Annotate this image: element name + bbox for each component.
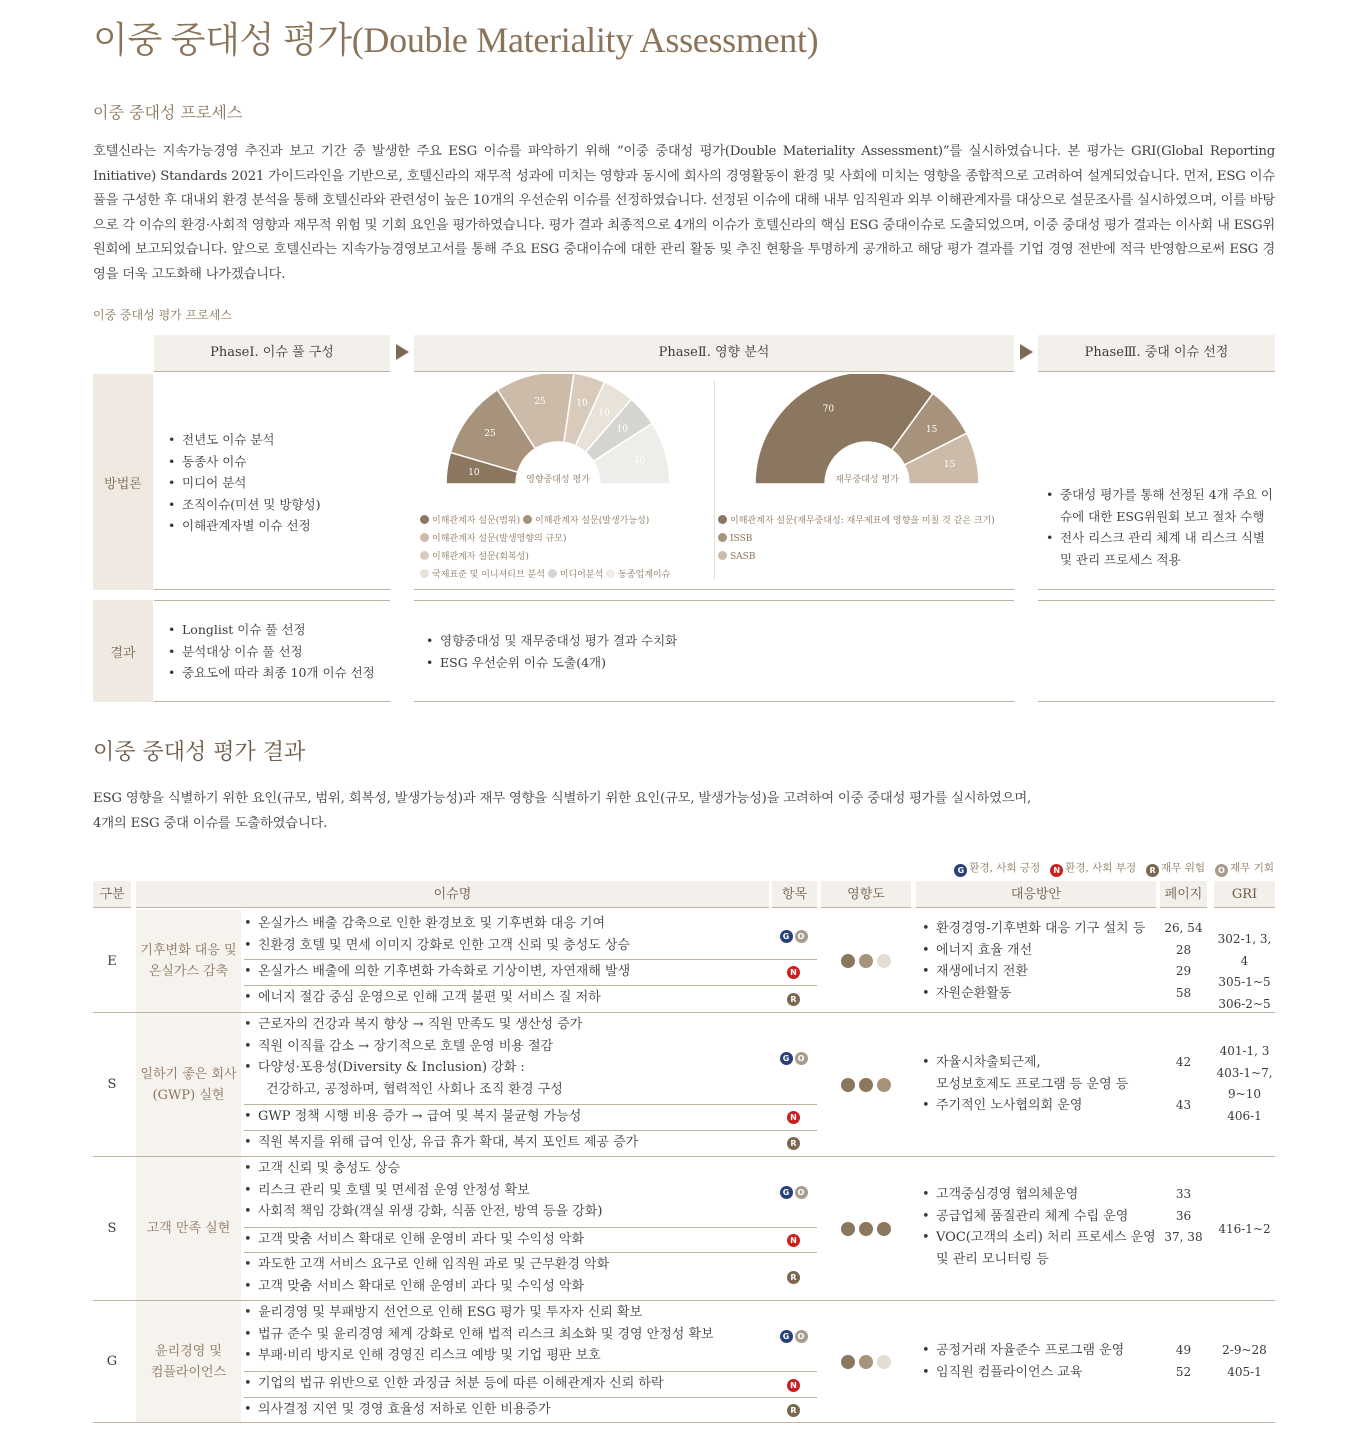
legend-item: 이해관계자 설문(범위) bbox=[420, 516, 520, 526]
issue-group: • 기업의 법규 위반으로 인한 과징금 처분 등에 따른 이해관계자 신뢰 하락 bbox=[244, 1373, 769, 1395]
impact-type bbox=[772, 1110, 817, 1124]
issue-name: 고객 만족 실현 bbox=[136, 1157, 241, 1300]
legend-item: 국제표준 및 이니셔티브 분석 bbox=[420, 570, 545, 580]
category-cell: S bbox=[107, 1221, 117, 1236]
col-header: GRI bbox=[1214, 881, 1275, 908]
risk-icon: R bbox=[1146, 864, 1159, 877]
list-item: • 분석대상 이슈 풀 선정 bbox=[168, 641, 390, 663]
list-item: • 중대성 평가를 통해 선정된 4개 주요 이슈에 대한 ESG위원회 보고 절차 수행 bbox=[1046, 484, 1275, 527]
process-heading: 이중 중대성 프로세스 bbox=[93, 103, 243, 122]
response-list: • 환경경영-기후변화 대응 기구 설치 등 • 에너지 효율 개선 • 재생에너지 전환 • 자원순환활동 bbox=[916, 918, 1156, 1004]
legend-item: 미디어분석 bbox=[548, 570, 603, 580]
list-item: • 미디어 분석 bbox=[168, 472, 390, 494]
list-item: • 조직이슈(미션 및 방향성) bbox=[168, 494, 390, 516]
chart-data-label: 15 bbox=[925, 424, 938, 435]
col-header: 구분 bbox=[93, 881, 131, 908]
phase1-method bbox=[154, 374, 390, 590]
phase1-result bbox=[154, 600, 390, 702]
page-refs: 49 52 bbox=[1175, 1343, 1192, 1379]
chart1-legend bbox=[420, 512, 720, 584]
page-title: 이중 중대성 평가(Double Materiality Assessment) bbox=[93, 20, 819, 60]
issue-name: 기후변화 대응 및 온실가스 감축 bbox=[136, 910, 241, 1012]
chart-title: 영향중대성 평가 bbox=[526, 475, 590, 485]
gri-refs: 416-1~2 bbox=[1218, 1222, 1271, 1236]
gri-refs: 302-1, 3, 4 305-1~5 306-2~5 bbox=[1217, 932, 1272, 1011]
chart-data-label: 10 bbox=[598, 408, 610, 419]
phase2-method bbox=[414, 374, 1014, 590]
opportunity-icon: O bbox=[795, 1330, 808, 1343]
list-item: • 전사 리스크 관리 체계 내 리스크 식별 및 관리 프로세스 적용 bbox=[1046, 527, 1275, 570]
risk-icon: R bbox=[787, 1271, 800, 1284]
list-item: • 전년도 이슈 분석 bbox=[168, 429, 390, 451]
legend-item: 이해관계자 설문(발생영향의 규모) bbox=[420, 534, 566, 544]
key-positive: G 환경, 사회 긍정 bbox=[954, 862, 1040, 874]
legend-item: 이해관계자 설문(발생가능성) bbox=[523, 516, 649, 526]
results-heading: 이중 중대성 평가 결과 bbox=[93, 740, 306, 765]
list-item: • ESG 우선순위 이슈 도출(4개) bbox=[426, 652, 1014, 674]
response-list: • 자율시차출퇴근제, 모성보호제도 프로그램 등 운영 등 • 주기적인 노사협의회 운영 bbox=[916, 1052, 1156, 1117]
col-header: 영향도 bbox=[821, 881, 911, 908]
page-refs: 42 43 bbox=[1175, 1055, 1192, 1112]
issue-group: • 고객 신뢰 및 충성도 상승 • 리스크 관리 및 호텔 및 면세점 운영 안정성 확보 • 사회적 책임 강화(객실 위생 강화, 식품 안전, 방역 등을 강화) bbox=[244, 1158, 769, 1223]
phase3-method bbox=[1038, 374, 1275, 590]
issue-name: 윤리경영 및 컴플라이언스 bbox=[136, 1301, 241, 1422]
impact-type bbox=[772, 1403, 817, 1417]
donut-charts bbox=[414, 374, 1014, 504]
opportunity-icon: O bbox=[1215, 864, 1228, 877]
risk-icon: R bbox=[787, 1404, 800, 1417]
chart-data-label: 25 bbox=[484, 429, 496, 440]
impact-type bbox=[772, 1329, 817, 1343]
impact-level bbox=[821, 1013, 911, 1156]
legend-item: 이해관계자 설문(회복성) bbox=[420, 552, 529, 562]
col-header: 페이지 bbox=[1160, 881, 1207, 908]
positive-icon: G bbox=[780, 1052, 793, 1065]
process-subheading: 이중 중대성 평가 프로세스 bbox=[93, 308, 232, 322]
phase3-result bbox=[1038, 600, 1275, 702]
positive-icon: G bbox=[780, 1330, 793, 1343]
issue-group: • 직원 복지를 위해 급여 인상, 유급 휴가 확대, 복지 포인트 제공 증가 bbox=[244, 1132, 769, 1154]
impact-type bbox=[772, 1051, 817, 1065]
page-refs: 26, 54 28 29 58 bbox=[1164, 921, 1203, 1000]
legend-item: 동종업계이슈 bbox=[606, 570, 670, 580]
chart-data-label: 70 bbox=[822, 404, 835, 415]
legend-item: ISSB bbox=[718, 534, 752, 544]
opportunity-icon: O bbox=[795, 1052, 808, 1065]
opportunity-icon: O bbox=[795, 930, 808, 943]
positive-icon: G bbox=[780, 1186, 793, 1199]
negative-icon: N bbox=[787, 1111, 800, 1124]
gri-refs: 401-1, 3 403-1~7, 9~10 406-1 bbox=[1216, 1044, 1273, 1123]
impact-type bbox=[772, 1233, 817, 1247]
impact-level bbox=[821, 1157, 911, 1300]
issue-group: • 과도한 고객 서비스 요구로 인해 임직원 과로 및 근무환경 악화 • 고객 맞춤 서비스 확대로 인해 운영비 과다 및 수익성 악화 bbox=[244, 1254, 769, 1297]
issue-group: • GWP 정책 시행 비용 증가 → 급여 및 복지 불균형 가능성 bbox=[244, 1106, 769, 1128]
chart-data-label: 15 bbox=[943, 460, 956, 471]
impact-type bbox=[772, 965, 817, 979]
negative-icon: N bbox=[787, 1379, 800, 1392]
chart-title: 재무중대성 평가 bbox=[835, 475, 899, 485]
issue-name: 일하기 좋은 회사 (GWP) 실현 bbox=[136, 1013, 241, 1156]
risk-icon: R bbox=[787, 993, 800, 1006]
issue-group: • 근로자의 건강과 복지 향상 → 직원 만족도 및 생산성 증가 • 직원 이직률 감소 → 장기적으로 호텔 운영 비용 절감 • 다양성·포용성(Diversity & Inclusion) 강화 : 건강하고, 공정하며, 협력적인 사회나 조직 환경 구성 bbox=[244, 1014, 769, 1100]
legend-item: 이해관계자 설문(재무중대성: 재무제표에 영향을 미칠 것 같은 크기) bbox=[718, 516, 995, 526]
issue-group: • 에너지 절감 중심 운영으로 인해 고객 불편 및 서비스 질 저하 bbox=[244, 987, 769, 1009]
col-header: 대응방안 bbox=[916, 881, 1156, 908]
impact-type bbox=[772, 1378, 817, 1392]
category-cell: G bbox=[106, 1354, 118, 1369]
impact-type bbox=[772, 1136, 817, 1150]
category-cell: E bbox=[107, 953, 117, 969]
arrow-right-icon bbox=[396, 344, 409, 360]
issue-group: • 윤리경영 및 부패방지 선언으로 인해 ESG 평가 및 투자자 신뢰 확보 • 법규 준수 및 윤리경영 체계 강화로 인해 법적 리스크 최소화 및 경영 안정성 확보 • 부패·비리 방지로 인해 경영진 리스크 예방 및 기업 평판 보호 bbox=[244, 1302, 769, 1367]
category-cell: S bbox=[107, 1077, 117, 1092]
impact-type bbox=[772, 992, 817, 1006]
risk-icon: R bbox=[787, 1137, 800, 1150]
legend-item: SASB bbox=[718, 552, 755, 562]
key-risk: R 재무 위험 bbox=[1146, 862, 1205, 874]
process-intro: 호텔신라는 지속가능경영 추진과 보고 기간 중 발생한 주요 ESG 이슈를 파악하기 위해 “이중 중대성 평가(Double Materiality Assessment)”를 실시하였습니다. 본 평가는 GRI(Global Reporting Initiative) Standards 2021 가이드라인을 기반으로, 호텔신라의 재무적 성과에 미치는 영향과 동시에 회사의 경영활동이 환경 및 사회에 미치는 영향을 종합적으로 고려하여 설계되었습니다. 먼저, ESG 이슈 풀을 구성한 후 대내외 환경 분석을 통해 호텔신라와 관련성이 높은 10개의 우선순위 이슈를 선정하였습니다. 선정된 이슈에 대해 내부 임직원과 외부 이해관계자를 대상으로 설문조사를 실시하였으며, 이를 바탕으로 각 이슈의 환경·사회적 영향과 재무적 위험 및 기회 요인을 평가하였습니다. 평가 결과 최종적으로 4개의 이슈가 호텔신라의 핵심 ESG 중대이슈로 도출되었으며, 이중 중대성 평가 결과는 이사회 내 ESG위원회에 보고되었습니다. 앞으로 호텔신라는 지속가능경영보고서를 통해 주요 ESG 중대이슈에 대한 관리 활동 및 추진 현황을 투명하게 공개하고 해당 평가 결과를 기업 경영 전반에 적극 반영함으로써 ESG 경영을 더욱 고도화해 나가겠습니다. bbox=[93, 144, 1276, 282]
key-opportunity: O 재무 기회 bbox=[1215, 862, 1274, 874]
phase3-header: PhaseⅢ. 중대 이슈 선정 bbox=[1038, 335, 1275, 372]
impact-level bbox=[821, 1301, 911, 1422]
key-negative: N 환경, 사회 부정 bbox=[1050, 862, 1136, 874]
issue-group: • 온실가스 배출 감축으로 인한 환경보호 및 기후변화 대응 기여 • 친환경 호텔 및 면세 이미지 강화로 인한 고객 신뢰 및 충성도 상승 bbox=[244, 913, 769, 956]
response-list: • 공정거래 자율준수 프로그램 운영 • 임직원 컴플라이언스 교육 bbox=[916, 1340, 1156, 1383]
phase1-header: PhaseⅠ. 이슈 풀 구성 bbox=[154, 335, 390, 372]
row-label-method: 방법론 bbox=[93, 374, 153, 590]
chart2-legend bbox=[718, 512, 1014, 566]
results-intro: ESG 영향을 식별하기 위한 요인(규모, 범위, 회복성, 발생가능성)과 재무 영향을 식별하기 위한 요인(규모, 발생가능성)을 고려하여 이중 중대성 평가를 실시하였으며, 4개의 ESG 중대 이슈를 도출하였습니다. bbox=[93, 791, 1032, 831]
negative-icon: N bbox=[787, 966, 800, 979]
positive-icon: G bbox=[954, 864, 967, 877]
impact-level bbox=[821, 910, 911, 1012]
issue-group: • 고객 맞춤 서비스 확대로 인해 운영비 과다 및 수익성 악화 bbox=[244, 1229, 769, 1251]
col-header: 항목 bbox=[772, 881, 817, 908]
impact-type bbox=[772, 929, 817, 943]
impact-type bbox=[772, 1270, 817, 1284]
response-list: • 고객중심경영 협의체운영 • 공급업체 품질관리 체계 수립 운영 • VOC(고객의 소리) 처리 프로세스 운영 및 관리 모니터링 등 bbox=[916, 1184, 1156, 1270]
chart-data-label: 10 bbox=[616, 424, 628, 435]
phase2-header: PhaseⅡ. 영향 분석 bbox=[414, 335, 1014, 372]
impact-key bbox=[954, 860, 1274, 877]
chart-data-label: 20 bbox=[633, 456, 646, 467]
col-header: 이슈명 bbox=[136, 881, 769, 908]
arrow-right-icon bbox=[1020, 344, 1033, 360]
list-item: • 영향중대성 및 재무중대성 평가 결과 수치화 bbox=[426, 630, 1014, 652]
list-item: • 동종사 이슈 bbox=[168, 451, 390, 473]
impact-type bbox=[772, 1185, 817, 1199]
chart-data-label: 25 bbox=[534, 396, 546, 407]
opportunity-icon: O bbox=[795, 1186, 808, 1199]
list-item: • Longlist 이슈 풀 선정 bbox=[168, 619, 390, 641]
list-item: • 이해관계자별 이슈 선정 bbox=[168, 515, 390, 537]
gri-refs: 2-9~28 405-1 bbox=[1222, 1343, 1267, 1379]
chart-data-label: 10 bbox=[576, 398, 588, 409]
phase2-result bbox=[414, 600, 1014, 702]
negative-icon: N bbox=[1050, 864, 1063, 877]
positive-icon: G bbox=[780, 930, 793, 943]
issue-group: • 의사결정 지연 및 경영 효율성 저하로 인한 비용증가 bbox=[244, 1399, 769, 1421]
page-refs: 33 36 37, 38 bbox=[1164, 1187, 1203, 1244]
list-item: • 중요도에 따라 최종 10개 이슈 선정 bbox=[168, 662, 390, 684]
chart-data-label: 10 bbox=[468, 467, 480, 478]
issue-group: • 온실가스 배출에 의한 기후변화 가속화로 기상이변, 자연재해 발생 bbox=[244, 961, 769, 983]
row-label-result: 결과 bbox=[93, 600, 153, 702]
negative-icon: N bbox=[787, 1234, 800, 1247]
